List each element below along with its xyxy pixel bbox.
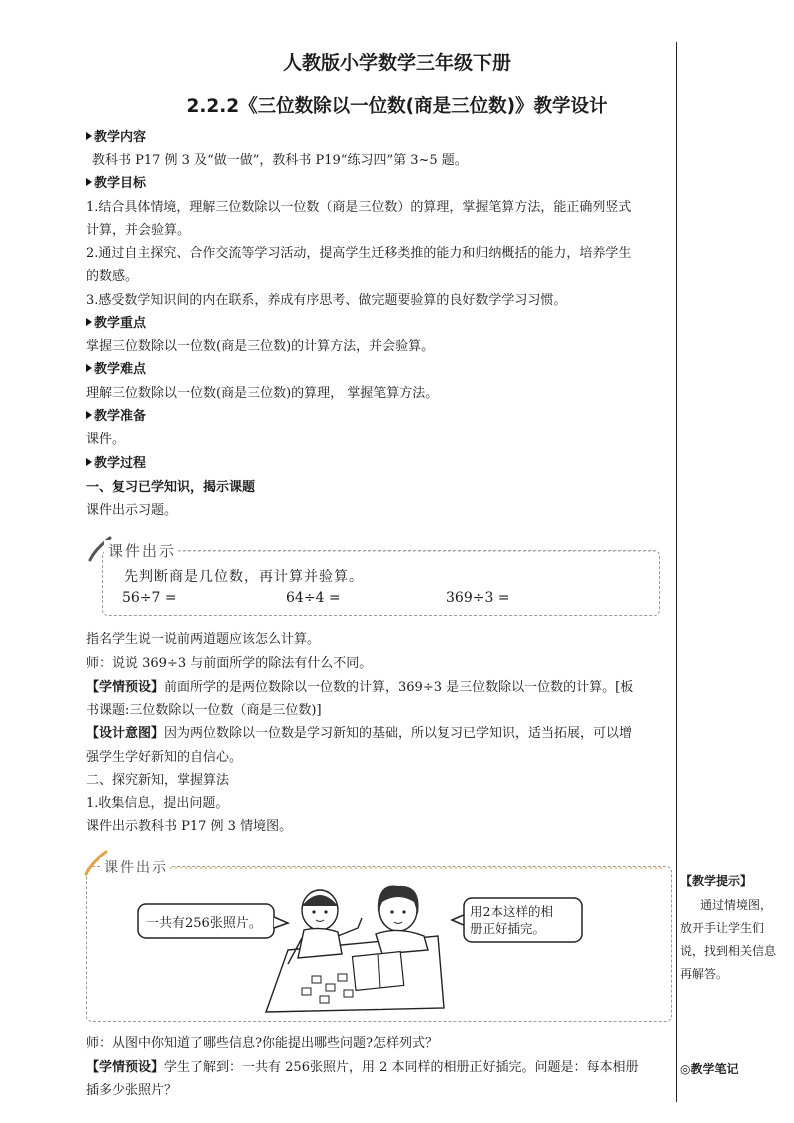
preparation-text: 课件。 (86, 432, 126, 447)
process-heading: 教学过程 (86, 452, 670, 475)
goal-1-line-2: 计算，并会验算。 (86, 223, 191, 238)
page-title: 人教版小学数学三年级下册 (282, 52, 511, 74)
equation-1: 56÷7 = (122, 590, 177, 606)
slide-label: 课件出示 (100, 857, 172, 877)
dotted-rule (178, 550, 656, 552)
goal-2-line-2: 的数感。 (86, 269, 139, 284)
step-2-heading: 二、探究新知，掌握算法 (86, 773, 230, 788)
lesson-title: 2.2.2《三位数除以一位数(商是三位数)》教学设计 (186, 96, 608, 117)
goal-1-line-1: 1.结合具体情境，理解三位数除以一位数（商是三位数）的算理，掌握笔算方法，能正确列竖式 (86, 200, 632, 215)
bubble-right-text: 用2本这样的相 册正好插完。 (470, 904, 553, 936)
step-1-text: 课件出示习题。 (86, 503, 178, 518)
triangle-bullet-icon (86, 178, 92, 186)
triangle-bullet-icon (86, 318, 92, 326)
triangle-bullet-icon (86, 364, 92, 372)
design-line-2: 强学生学好新知的自信心。 (86, 750, 243, 765)
tag-student-preset: 【学情预设】 (86, 680, 165, 695)
preset-1-line-2: 书课题:三位数除以一位数（商是三位数)] (86, 703, 322, 718)
difficulty-text: 理解三位数除以一位数(商是三位数)的算理， 掌握笔算方法。 (86, 386, 439, 401)
content-heading: 教学内容 (86, 126, 670, 149)
equation-2: 64÷4 = (286, 590, 341, 606)
goal-2-line-1: 2.通过自主探究、合作交流等学习活动，提高学生迁移类推的能力和归纳概括的能力，培养学生 (86, 246, 632, 261)
bubble-left-text: 一共有256张照片。 (146, 916, 262, 931)
step-2-item-1: 1.收集信息，提出问题。 (86, 796, 229, 811)
step-2-item-2: 课件出示教科书 P17 例 3 情境图。 (86, 819, 293, 834)
key-heading: 教学重点 (86, 312, 670, 335)
equation-3: 369÷3 = (446, 590, 510, 606)
step-1-heading: 一、复习已学知识，揭示课题 (86, 480, 256, 495)
preparation-heading: 教学准备 (86, 405, 670, 428)
sidebar-tip-line-1: 通过情境图， (700, 898, 773, 912)
design-line-1: 【设计意图】因为两位数除以一位数是学习新知的基础，所以复习已学知识，适当拓展，可以增 (86, 726, 633, 741)
dotted-rule (170, 867, 665, 869)
margin-divider (676, 42, 677, 1102)
children-illustration (258, 880, 448, 1016)
triangle-bullet-icon (86, 132, 92, 140)
tag-student-preset: 【学情预设】 (86, 1060, 165, 1075)
paragraph-teacher: 师：说说 369÷3 与前面所学的除法有什么不同。 (86, 656, 373, 671)
teacher-question: 师：从图中你知道了哪些信息?你能提出哪些问题?怎样列式？ (86, 1036, 438, 1051)
goals-heading: 教学目标 (86, 172, 670, 195)
triangle-bullet-icon (86, 458, 92, 466)
preset-2-line-2: 插多少张照片？ (86, 1083, 178, 1098)
tag-design-intent: 【设计意图】 (86, 726, 165, 741)
sidebar-tip-heading: 【教学提示】 (680, 874, 753, 888)
difficulty-heading: 教学难点 (86, 358, 670, 381)
paragraph-prompt: 指名学生说一说前两道题应该怎么计算。 (86, 632, 321, 647)
triangle-bullet-icon (86, 411, 92, 419)
preset-1-line-1: 【学情预设】前面所学的是两位数除以一位数的计算，369÷3 是三位数除以一位数的计算。[板 (86, 680, 634, 695)
key-text: 掌握三位数除以一位数(商是三位数)的计算方法，并会验算。 (86, 339, 435, 354)
content-text: 教科书 P17 例 3 及“做一做”，教科书 P19“练习四”第 3~5 题。 (92, 153, 468, 168)
exercise-instruction: 先判断商是几位数，再计算并验算。 (124, 569, 364, 585)
preset-2-line-1: 【学情预设】学生了解到：一共有 256张照片，用 2 本同样的相册正好插完。问题是：每本相册 (86, 1060, 639, 1075)
goal-3: 3.感受数学知识间的内在联系，养成有序思考、做完题要验算的良好数学学习习惯。 (86, 293, 567, 308)
slide-label: 课件出示 (104, 540, 180, 561)
sidebar-tip-line-4: 再解答。 (680, 967, 729, 981)
sidebar-tip-line-3: 说，找到相关信息 (680, 944, 777, 958)
sidebar-tip-line-2: 放开手让学生们 (680, 921, 765, 935)
sidebar-notes-heading: ◎教学笔记 (680, 1062, 739, 1076)
